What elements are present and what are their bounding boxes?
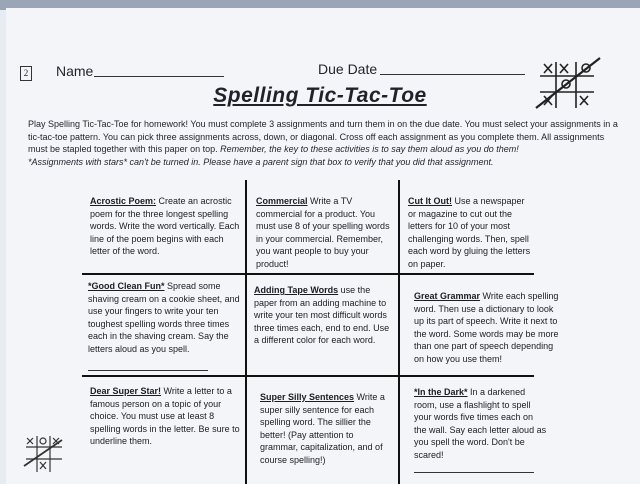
tic-tac-toe-icon-small — [22, 432, 66, 476]
cell-great-grammar[interactable] — [414, 290, 564, 366]
page-title: Spelling Tic-Tac-Toe — [213, 84, 427, 107]
cell-title: Super Silly Sentences — [260, 392, 355, 402]
cell-body: Create an acrostic poem for the three longest spelling words. Write the word vertically. Each line of the poem begins with each letter of the word. — [90, 196, 240, 257]
cell-cut-it-out[interactable] — [408, 195, 534, 271]
cell-title: Dear Super Star! — [90, 386, 162, 396]
cell-title: Cut It Out! — [408, 196, 452, 206]
cell-title: *In the Dark* — [414, 387, 468, 397]
grid-line-vertical-2 — [398, 180, 400, 484]
grid-line-horizontal-1 — [82, 273, 534, 275]
cell-in-the-dark[interactable] — [414, 386, 548, 473]
name-blank[interactable] — [94, 76, 224, 77]
cell-super-silly-sentences[interactable] — [260, 391, 394, 467]
cell-body: Write a super silly sentence for each spelling word. The sillier the better! (Pay attention to grammar, capitalization, and of course spelling!) — [260, 392, 385, 465]
cell-body: Use a newspaper or magazine to cut out the letters for 10 of your most challenging words. Then, spell each word by gluing the letters on paper. — [408, 196, 531, 269]
cell-title: *Good Clean Fun* — [88, 281, 165, 291]
due-date-blank[interactable] — [380, 74, 525, 75]
parent-signature-line[interactable] — [414, 472, 534, 473]
cell-body: Write a TV commercial for a product. You must use 8 of your spelling words in your commercial. Remember, you want people to buy your product! — [256, 196, 390, 269]
instructions-italic: Remember, the key to these activities is to say them aloud as you do them! — [220, 144, 519, 154]
instructions-note: *Assignments with stars* can't be turned in. Please have a parent sign that box to verify that you did that assignment. — [28, 156, 494, 167]
name-label: Name — [56, 63, 94, 79]
instructions — [28, 118, 618, 168]
cell-title: Great Grammar — [414, 291, 481, 301]
due-date-label: Due Date — [318, 61, 378, 77]
cell-body: Spread some shaving cream on a cookie sheet, and use your fingers to write your ten toughest spelling words three times each in the shaving cream. Say the letters aloud as you spell. — [88, 281, 240, 354]
cell-acrostic-poem[interactable] — [90, 195, 240, 258]
cell-title: Acrostic Poem: — [90, 196, 157, 206]
cell-body: Write each spelling word. Then use a dictionary to look up its part of speech. Write it next to the word. Some words may be more than one part of speech depending on how you use them! — [414, 291, 559, 364]
grid-line-horizontal-2 — [82, 375, 534, 377]
cell-adding-tape-words[interactable] — [254, 284, 394, 347]
instructions-text: Play Spelling Tic-Tac-Toe for homework! You must complete 3 assignments and turn them in on the due date. You must select your assignments in a tic-tac-toe pattern. You can pick three assignments across, down, or diagonal. Cross off each assignment as you complete them. All assignments must be stapled together with this paper on top. — [28, 119, 618, 154]
page-number-box: 2 — [20, 66, 32, 81]
cell-commercial[interactable] — [256, 195, 394, 271]
grid-line-vertical-1 — [245, 180, 247, 484]
parent-signature-line[interactable] — [88, 370, 208, 371]
cell-title: Adding Tape Words — [254, 285, 339, 295]
cell-good-clean-fun[interactable] — [88, 280, 240, 371]
cell-body: use the paper from an adding machine to write your ten most difficult words three times each, end to end. Use a different color for each word. — [254, 285, 390, 346]
cell-body: Write a letter to a famous person on a topic of your choice. You must use at least 8 spelling words in the letter. Be sure to underline them. — [90, 386, 240, 447]
cell-title: Commercial — [256, 196, 308, 206]
cell-dear-super-star[interactable] — [90, 385, 242, 448]
cell-body: In a darkened room, use a flashlight to spell your words five times each on the wall. Say each letter aloud as you spell the word. Don't be scared! — [414, 387, 547, 460]
